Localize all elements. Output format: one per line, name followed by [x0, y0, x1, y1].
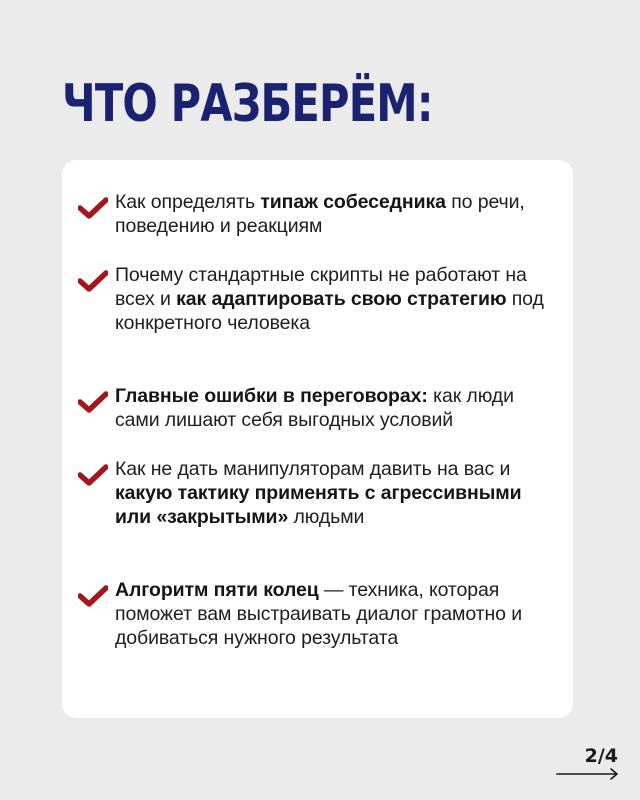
list-item-text [115, 578, 556, 650]
list-item-text [115, 457, 556, 529]
check-mark-icon [78, 391, 108, 415]
item-text-bold: какую тактику применять с агрессивными или «закрытыми» [115, 482, 522, 528]
check-mark-icon [78, 464, 108, 488]
item-text-segment: Как определять [115, 191, 261, 213]
page-title: ЧТО РАЗБЕРЁМ: [62, 74, 433, 134]
item-text-bold: Алгоритм пяти колец [115, 579, 319, 601]
item-text-bold: Главные ошибки в переговорах: [115, 385, 428, 407]
content-card [62, 160, 573, 718]
item-text-segment: Почему стандартные скрипты не работают на всех и [115, 264, 527, 310]
item-text-segment: — техника, которая поможет вам выстраивать диалог грамотно и добиваться нужного результата [115, 579, 523, 649]
page-number [585, 744, 618, 768]
list-item-text [115, 263, 556, 335]
check-mark-icon [78, 270, 108, 294]
item-text-bold: как адаптировать свою стратегию [176, 288, 507, 310]
list-item [78, 263, 556, 335]
arrow-right-icon[interactable] [556, 768, 620, 780]
list-item-text [115, 384, 556, 432]
list-item [78, 457, 556, 529]
page-total: 4 [604, 745, 618, 767]
item-text-bold: типаж собеседника [260, 191, 446, 213]
list-item [78, 190, 556, 238]
item-text-segment: как люди сами лишают себя выгодных условий [115, 385, 514, 431]
item-text-segment: по речи, поведению и реакциям [115, 191, 525, 237]
check-mark-icon [78, 197, 108, 221]
item-text-segment: под конкретного человека [115, 288, 544, 334]
list-item-text [115, 190, 556, 238]
list-item [78, 578, 556, 650]
item-text-segment: людьми [288, 506, 365, 528]
list-item [78, 384, 556, 432]
page-separator: / [597, 745, 605, 767]
page-indicator[interactable] [556, 744, 622, 784]
check-mark-icon [78, 585, 108, 609]
item-text-segment: Как не дать манипуляторам давить на вас и [115, 458, 511, 480]
page-current: 2 [584, 745, 598, 767]
